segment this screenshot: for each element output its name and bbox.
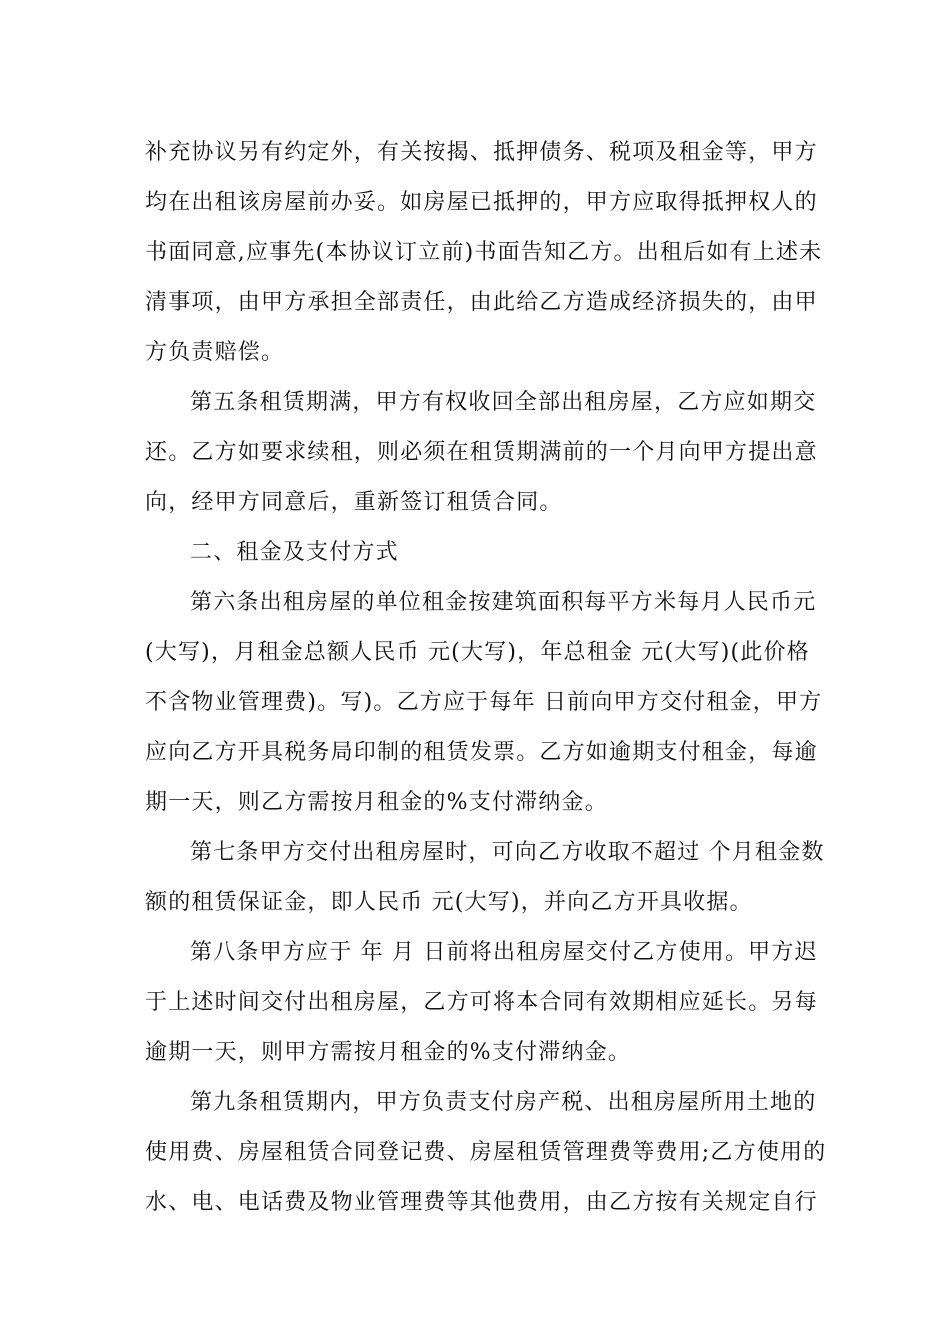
- text-line: 清事项，由甲方承担全部责任，由此给乙方造成经济损失的，由甲: [145, 290, 818, 315]
- text-line: 均在出租该房屋前办妥。如房屋已抵押的，甲方应取得抵押权人的: [145, 190, 818, 215]
- text-line: 期一天，则乙方需按月租金的%支付滞纳金。: [145, 790, 608, 815]
- paragraph-first-line: 第六条出租房屋的单位租金按建筑面积每平方米每月人民币元: [190, 590, 817, 615]
- text-line: 额的租赁保证金，即人民币 元(大写)，并向乙方开具收据。: [145, 890, 753, 915]
- text-line: 应向乙方开具税务局印制的租赁发票。乙方如逾期支付租金，每逾: [145, 740, 818, 765]
- paragraph-first-line: 第五条租赁期满，甲方有权收回全部出租房屋，乙方应如期交: [190, 390, 817, 415]
- section-heading: 二、租金及支付方式: [190, 540, 399, 565]
- text-line: 于上述时间交付出租房屋，乙方可将本合同有效期相应延长。另每: [145, 990, 818, 1015]
- text-line: 逾期一天，则甲方需按月租金的%支付滞纳金。: [145, 1040, 632, 1065]
- text-line: 使用费、房屋租赁合同登记费、房屋租赁管理费等费用;乙方使用的: [145, 1140, 827, 1165]
- text-line: 水、电、电话费及物业管理费等其他费用，由乙方按有关规定自行: [145, 1190, 818, 1215]
- text-line: 不含物业管理费)。写)。乙方应于每年 日前向甲方交付租金，甲方: [145, 690, 823, 715]
- paragraph-first-line: 第九条租赁期内，甲方负责支付房产税、出租房屋所用土地的: [190, 1090, 817, 1115]
- text-line: 方负责赔偿。: [145, 340, 285, 365]
- text-line: (大写)，月租金总额人民币 元(大写)，年总租金 元(大写)(此价格: [145, 640, 810, 665]
- paragraph-first-line: 第八条甲方应于 年 月 日前将出租房屋交付乙方使用。甲方迟: [190, 940, 818, 965]
- text-line: 书面同意,应事先(本协议订立前)书面告知乙方。出租后如有上述未: [145, 240, 823, 265]
- text-line: 还。乙方如要求续租，则必须在租赁期满前的一个月向甲方提出意: [145, 440, 818, 465]
- text-line: 补充协议另有约定外，有关按揭、抵押债务、税项及租金等，甲方: [145, 140, 818, 165]
- text-line: 向，经甲方同意后，重新签订租赁合同。: [145, 490, 563, 515]
- paragraph-first-line: 第七条甲方交付出租房屋时，可向乙方收取不超过 个月租金数: [190, 840, 825, 865]
